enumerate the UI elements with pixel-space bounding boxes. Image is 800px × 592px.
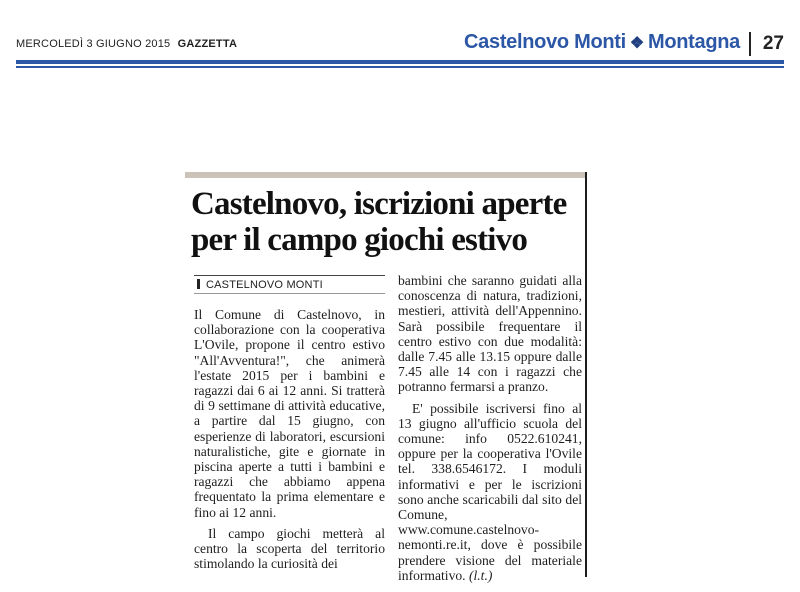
newspaper-name: GAZZETTA: [177, 38, 238, 50]
section-separator-icon: ❖: [629, 35, 644, 52]
page-number-divider: [749, 32, 751, 56]
article-top-rule: [185, 172, 587, 178]
section-right: Montagna: [647, 31, 740, 53]
section-title: [464, 31, 740, 54]
masthead: [0, 0, 800, 70]
paragraph: Il Comune di Castelnovo, in collaborazione con la cooperativa L'Ovile, propone il centro estivo "All'Avventura!", che animerà l'estate 2015 per i bambini e ragazzi dai 6 ai 12 anni. Si tratterà di 9 settimane di attività educative, a partire dal 15 giugno, con esperienze di laboratori, escursioni naturalistiche, gite e giornate in piscina aperte a tutti i bambini e ragazzi che abbiamo appena frequentato la prima elementare e fino ai 12 anni.: [194, 307, 385, 520]
dateline: [197, 279, 323, 291]
paragraph-text: E' possibile iscriversi fino al 13 giugno all'ufficio scuola del comune: info 0522.610241, oppure per la cooperativa l'Ovile tel. 338.6546172. I moduli informativi e per le iscrizioni sono anche scaricabili dal sito del Comune, www.comune.castelnovo-nemonti.re.it, dove è possibile prendere visione del materiale informativo.: [398, 400, 582, 583]
masthead-date-line: [16, 38, 237, 50]
dateline-text: CASTELNOVO MONTI: [206, 279, 323, 291]
column-2: [398, 273, 582, 583]
dateline-top-rule: [194, 275, 385, 276]
column-1: [194, 307, 385, 571]
paragraph: bambini che saranno guidati alla conoscenza di natura, tradizioni, mestieri, attività dell'Appennino. Sarà possibile frequentare il centro estivo con due modalità: dalle 7.45 alle 13.15 oppure dalle 7.45 alle 14 con i ragazzi che potranno fermarsi a pranzo.: [398, 273, 582, 395]
page-number: 27: [762, 33, 784, 54]
article-right-rule: [585, 172, 587, 577]
masthead-rule-thin: [16, 66, 784, 68]
article: [185, 172, 587, 583]
section-left: Castelnovo Monti: [464, 31, 626, 53]
paragraph: [398, 401, 582, 583]
masthead-rule: [16, 60, 784, 64]
author-signature: (l.t.): [468, 567, 493, 583]
dateline-marker-icon: [197, 279, 200, 289]
headline: Castelnovo, iscrizioni aperte per il campo giochi estivo: [191, 186, 567, 258]
issue-date: MERCOLEDÌ 3 GIUGNO 2015: [16, 38, 171, 50]
paragraph: Il campo giochi metterà al centro la scoperta del territorio stimolando la curiosità dei: [194, 525, 385, 572]
dateline-bottom-rule: [194, 293, 385, 294]
